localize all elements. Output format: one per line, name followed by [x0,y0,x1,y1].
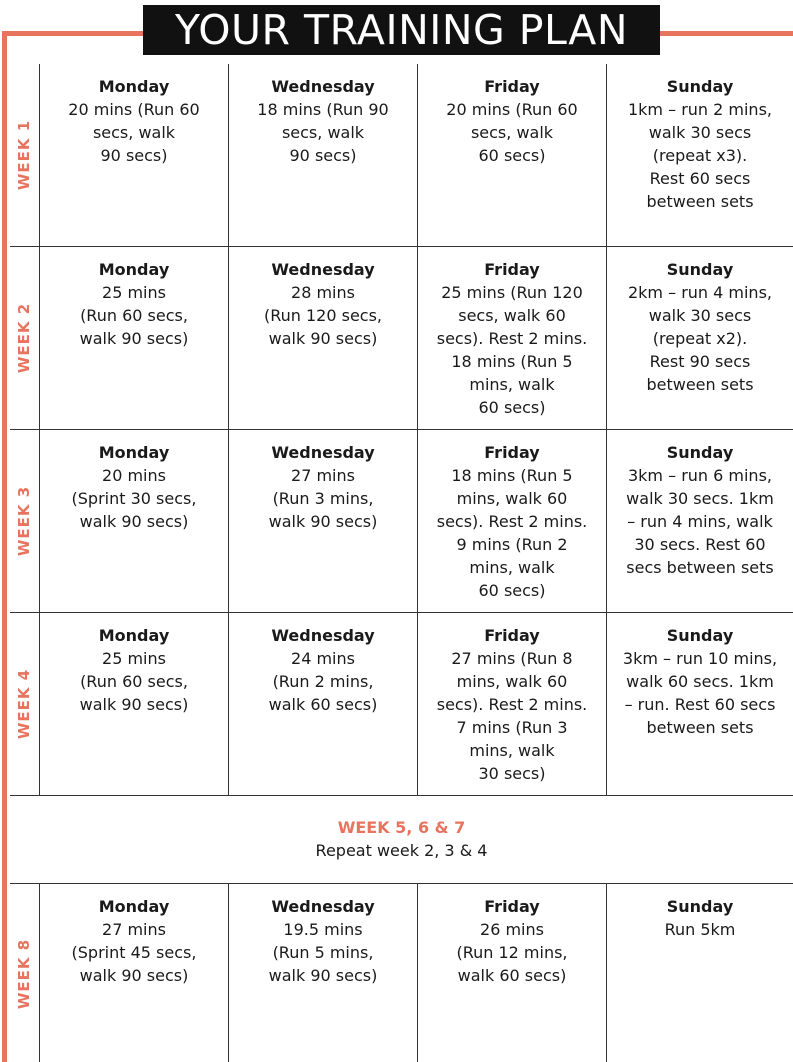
day-name: Sunday [666,897,734,916]
day-name: Wednesday [271,443,375,462]
week-8-sunday-cell [607,884,793,1062]
week-4-friday-cell [418,613,606,795]
week-8-label-box [10,885,38,1062]
day-name: Friday [484,443,540,462]
week-3-friday-cell [418,430,606,612]
day-name: Monday [98,443,170,462]
week-4-label-box [10,613,38,795]
workout-description: 25 mins (Run 120 secs, walk 60 secs). Rest 2 mins. 18 mins (Run 5 mins, walk 60 secs) [436,283,588,417]
workout-description: 18 mins (Run 5 mins, walk 60 secs). Rest 2 mins. 9 mins (Run 2 mins, walk 60 secs) [436,466,588,600]
repeat-weeks-label: WEEK 5, 6 & 7 [337,818,466,837]
week-4-sunday-cell [607,613,793,795]
week-1-wednesday-cell [229,64,417,246]
week-3-label-box [10,430,38,612]
workout-description: 3km – run 6 mins, walk 30 secs. 1km – run 4 mins, walk 30 secs. Rest 60 secs between sets [626,466,774,577]
week-2-wednesday-cell [229,247,417,429]
workout-description: 25 mins (Run 60 secs, walk 90 secs) [79,649,189,714]
week-2-label: WEEK 2 [15,302,34,374]
workout-description: 20 mins (Run 60 secs, walk 60 secs) [446,100,578,165]
workout-description: 27 mins (Run 3 mins, walk 90 secs) [268,466,378,531]
day-name: Friday [484,897,540,916]
day-name: Friday [484,260,540,279]
workout-description: 26 mins (Run 12 mins, walk 60 secs) [456,920,568,985]
workout-description: 18 mins (Run 90 secs, walk 90 secs) [257,100,389,165]
day-name: Sunday [666,626,734,645]
week-4-label: WEEK 4 [15,668,34,740]
day-name: Sunday [666,77,734,96]
workout-description: 20 mins (Run 60 secs, walk 90 secs) [68,100,200,165]
week-1-label: WEEK 1 [15,119,34,191]
day-name: Friday [484,626,540,645]
day-name: Wednesday [271,77,375,96]
week-3-label: WEEK 3 [15,485,34,557]
day-name: Monday [98,626,170,645]
day-name: Monday [98,77,170,96]
day-name: Monday [98,260,170,279]
repeat-weeks-text: Repeat week 2, 3 & 4 [315,841,488,860]
workout-description: 27 mins (Run 8 mins, walk 60 secs). Rest 2 mins. 7 mins (Run 3 mins, walk 30 secs) [436,649,588,783]
week-4-wednesday-cell [229,613,417,795]
week-3-wednesday-cell [229,430,417,612]
week-3-monday-cell [40,430,228,612]
day-name: Friday [484,77,540,96]
week-3-sunday-cell [607,430,793,612]
workout-description: 3km – run 10 mins, walk 60 secs. 1km – run. Rest 60 secs between sets [622,649,778,737]
week-1-sunday-cell [607,64,793,246]
frame-left-border [2,31,7,1062]
week-2-sunday-cell [607,247,793,429]
workout-description: 27 mins (Sprint 45 secs, walk 90 secs) [71,920,197,985]
day-name: Wednesday [271,897,375,916]
day-name: Sunday [666,443,734,462]
day-name: Wednesday [271,626,375,645]
week-1-friday-cell [418,64,606,246]
week-8-wednesday-cell [229,884,417,1062]
day-name: Monday [98,897,170,916]
workout-description: 20 mins (Sprint 30 secs, walk 90 secs) [71,466,197,531]
repeat-weeks-block [10,796,793,884]
workout-description: Run 5km [664,920,736,939]
week-1-label-box [10,64,38,246]
workout-description: 1km – run 2 mins, walk 30 secs (repeat x3). Rest 60 secs between sets [627,100,772,211]
day-name: Sunday [666,260,734,279]
week-4-monday-cell [40,613,228,795]
workout-description: 28 mins (Run 120 secs, walk 90 secs) [263,283,383,348]
page-title: YOUR TRAINING PLAN [143,5,660,55]
workout-description: 24 mins (Run 2 mins, walk 60 secs) [268,649,378,714]
week-2-monday-cell [40,247,228,429]
workout-description: 19.5 mins (Run 5 mins, walk 90 secs) [268,920,378,985]
workout-description: 25 mins (Run 60 secs, walk 90 secs) [79,283,189,348]
week-1-monday-cell [40,64,228,246]
week-8-label: WEEK 8 [15,938,34,1009]
workout-description: 2km – run 4 mins, walk 30 secs (repeat x2). Rest 90 secs between sets [627,283,772,394]
day-name: Wednesday [271,260,375,279]
week-8-friday-cell [418,884,606,1062]
week-2-friday-cell [418,247,606,429]
week-8-monday-cell [40,884,228,1062]
week-2-label-box [10,247,38,429]
